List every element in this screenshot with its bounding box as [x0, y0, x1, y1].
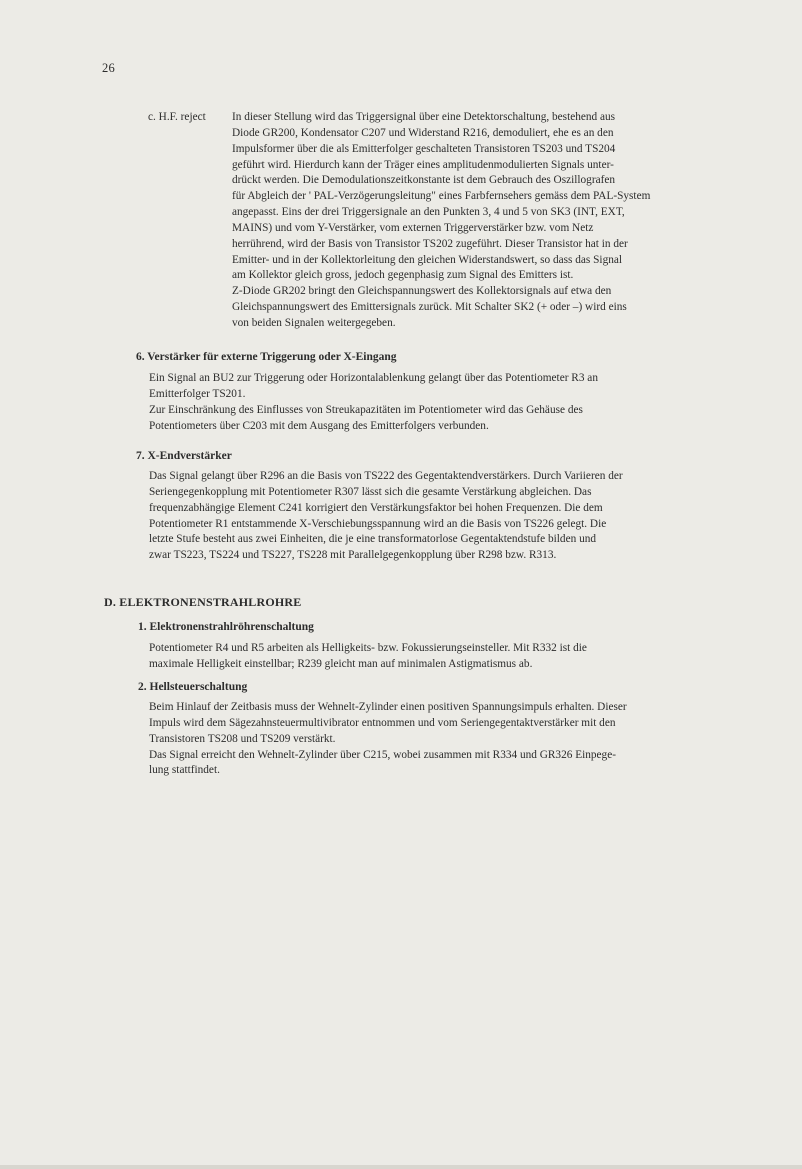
paragraph-line: für Abgleich der ' PAL-Verzögerungsleitung" eines Farbfernsehers gemäss dem PAL-System — [232, 190, 651, 203]
paragraph-line: lung stattfindet. — [149, 764, 220, 777]
paragraph-line: Zur Einschränkung des Einflusses von Streukapazitäten im Potentiometer wird das Gehäuse des — [149, 403, 583, 416]
section-d1-body — [149, 641, 587, 673]
paragraph-line: Impuls wird dem Sägezahnsteuermultivibrator entnommen und vom Seriengegentaktverstärker mit den — [149, 716, 616, 729]
paragraph-line: Seriengegenkopplung mit Potentiometer R307 lässt sich die gesamte Verstärkung abgleichen. Das — [149, 485, 592, 498]
paragraph-line: Emitter- und in der Kollektorleitung den gleichen Widerstandswert, so dass das Signal — [232, 253, 623, 266]
paragraph-line: Das Signal erreicht den Wehnelt-Zylinder über C215, wobei zusammen mit R334 und GR326 Einpege- — [149, 748, 616, 761]
paragraph-line: Ein Signal an BU2 zur Triggerung oder Horizontalablenkung gelangt über das Potentiometer R3 an — [149, 372, 598, 384]
paragraph-line: Impulsformer über die als Emitterfolger geschalteten Transistoren TS203 und TS204 — [232, 142, 616, 155]
page-bottom-edge — [0, 1165, 802, 1169]
section-6-body — [149, 371, 598, 434]
section-d2-heading: 2. Hellsteuerschaltung — [138, 681, 248, 693]
paragraph-line: maximale Helligkeit einstellbar; R239 gleicht man auf minimalen Astigmatismus ab. — [149, 657, 533, 670]
section-d2-body — [149, 700, 627, 779]
section-c-body — [232, 110, 650, 332]
paragraph-line: herrührend, wird der Basis von Transistor TS202 zugeführt. Dieser Transistor hat in der — [232, 237, 628, 250]
section-d1-heading: 1. Elektronenstrahlröhrenschaltung — [138, 621, 314, 633]
paragraph-line: angepasst. Eins der drei Triggersignale an den Punkten 3, 4 und 5 von SK3 (INT, EXT, — [232, 206, 625, 219]
paragraph-line: MAINS) und vom Y-Verstärker, vom externen Triggerverstärker bzw. vom Netz — [232, 221, 594, 234]
section-6-heading: 6. Verstärker für externe Triggerung oder X-Eingang — [136, 351, 397, 363]
paragraph-line: In dieser Stellung wird das Triggersignal über eine Detektorschaltung, bestehend aus — [232, 111, 616, 123]
paragraph-line: Das Signal gelangt über R296 an die Basis von TS222 des Gegentaktendverstärkers. Durch Variieren der — [149, 470, 623, 482]
paragraph-line: Diode GR200, Kondensator C207 und Widerstand R216, demoduliert, ehe es an den — [232, 126, 614, 139]
paragraph-line: Z-Diode GR202 bringt den Gleichspannungswert des Kollektorsignals auf etwa den — [232, 285, 612, 298]
section-7-body — [149, 469, 623, 564]
paragraph-line: Transistoren TS208 und TS209 verstärkt. — [149, 732, 336, 745]
section-d-heading: D. ELEKTRONENSTRAHLROHRE — [104, 595, 302, 609]
paragraph-line: am Kollektor gleich gross, jedoch gegenphasig zum Signal des Emitters ist. — [232, 269, 574, 282]
paragraph-line: frequenzabhängige Element C241 korrigiert den Verstärkungsfaktor bei hohen Frequenzen. Die dem — [149, 501, 603, 514]
paragraph-line: Gleichspannungswert des Emittersignals zurück. Mit Schalter SK2 (+ oder –) wird eins — [232, 301, 627, 314]
section-c-label: c. H.F. reject — [148, 111, 206, 123]
paragraph-line: von beiden Signalen weitergegeben. — [232, 316, 396, 329]
paragraph-line: Beim Hinlauf der Zeitbasis muss der Wehnelt-Zylinder einen positiven Spannungsimpuls erhalten. Dieser — [149, 701, 627, 713]
page-number: 26 — [102, 61, 116, 75]
paragraph-line: Potentiometer R1 entstammende X-Verschiebungsspannung wird an die Basis von TS226 gelegt. Die — [149, 517, 607, 530]
section-7-heading: 7. X-Endverstärker — [136, 450, 232, 462]
paragraph-line: zwar TS223, TS224 und TS227, TS228 mit Parallelgegenkopplung über R298 bzw. R313. — [149, 549, 557, 562]
paragraph-line: Potentiometer R4 und R5 arbeiten als Helligkeits- bzw. Fokussierungseinsteller. Mit R332 ist die — [149, 642, 587, 654]
paragraph-line: letzte Stufe besteht aus zwei Einheiten, die je eine transformatorlose Gegentaktendstufe bilden und — [149, 533, 597, 546]
paragraph-line: Potentiometers über C203 mit dem Ausgang des Emitterfolgers verbunden. — [149, 419, 489, 432]
paragraph-line: Emitterfolger TS201. — [149, 387, 246, 400]
paragraph-line: drückt werden. Die Demodulationszeitkonstante ist dem Gebrauch des Oszillografen — [232, 174, 616, 187]
paragraph-line: geführt wird. Hierdurch kann der Träger eines amplitudenmodulierten Signals unter- — [232, 158, 614, 171]
